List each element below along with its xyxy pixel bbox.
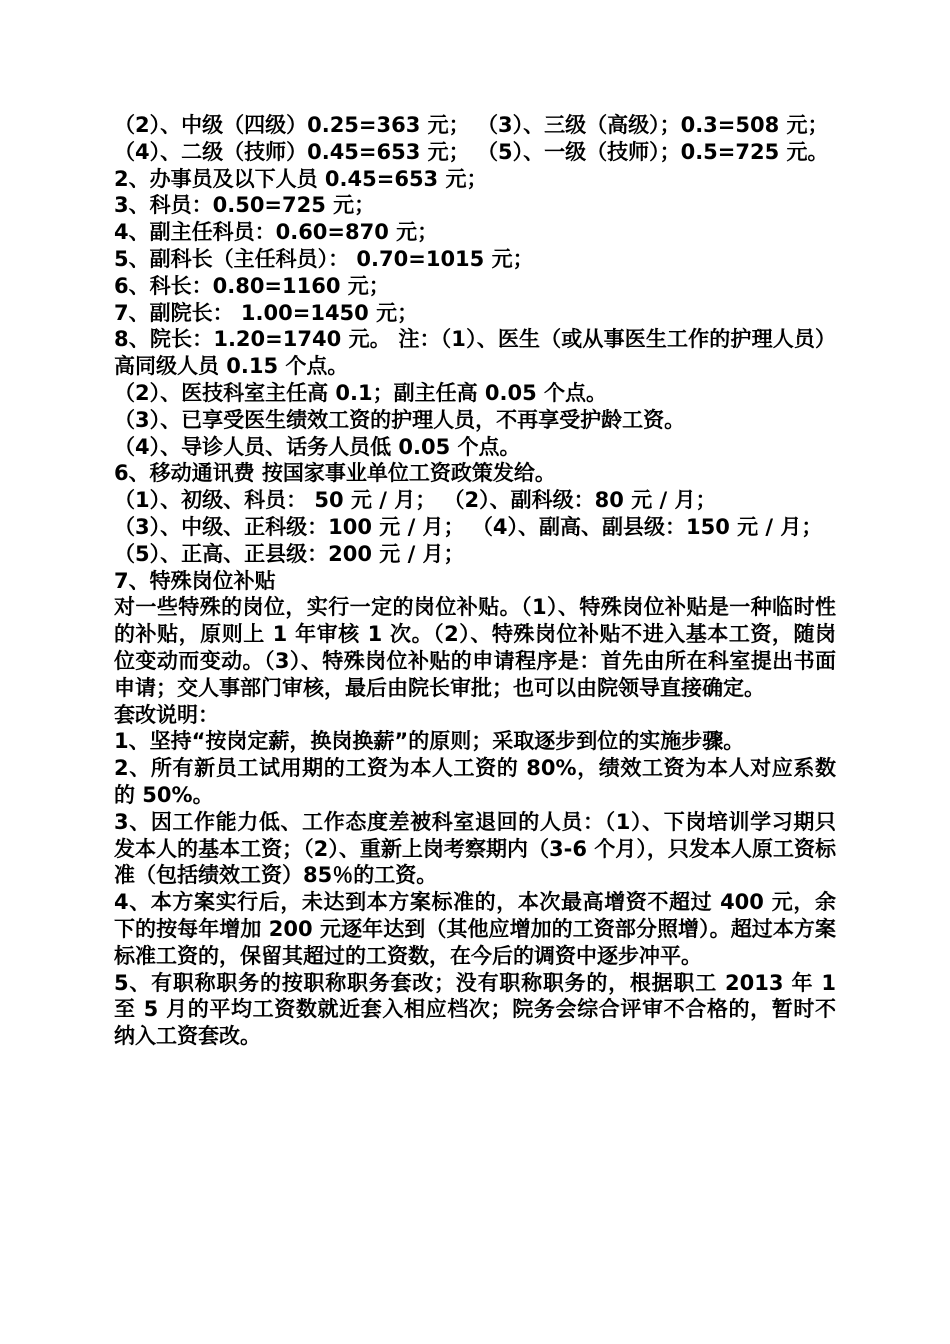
paragraph-reform-title: 套改说明：: [114, 702, 219, 727]
paragraph-reform-2: 2、所有新员工试用期的工资为本人工资的 80%，绩效工资为本人对应系数的 50%。: [114, 756, 836, 807]
paragraph-clerk: 2、办事员及以下人员 0.45=653 元；: [114, 166, 488, 191]
document-body: [114, 112, 836, 1050]
paragraph-note-2: （2）、医技科室主任高 0.1；副主任高 0.05 个点。: [114, 380, 608, 405]
paragraph-president-note: 8、院长：1.20=1740 元。 注：（1）、医生（或从事医生工作的护理人员）高同级人员 0.15 个点。: [114, 327, 836, 379]
paragraph-special-allowance-body: 对一些特殊的岗位，实行一定的岗位补贴。（1）、特殊岗位补贴是一种临时性的补贴，原则上 1 年审核 1 次。（2）、特殊岗位补贴不进入基本工资，随岗位变动而变动。（3）、特殊岗位补贴的申请程序是：首先由所在科室提出书面申请；交人事部门审核，最后由院长审批；也可以由院领导直接确定。: [114, 595, 836, 700]
paragraph-mobile-fee-1-2: （1）、初级、科员： 50 元 / 月； （2）、副科级：80 元 / 月；: [114, 488, 717, 513]
paragraph-reform-1: 1、坚持“按岗定薪，换岗换薪”的原则；采取逐步到位的实施步骤。: [114, 729, 745, 754]
paragraph-deputy-chief-staff: 4、副主任科员：0.60=870 元；: [114, 220, 439, 245]
paragraph-level-2-3: （2）、中级（四级）0.25=363 元； （3）、三级（高级）；0.3=508 元；: [114, 113, 829, 137]
paragraph-mobile-fee-5: （5）、正高、正县级：200 元 / 月；: [114, 541, 465, 566]
paragraph-vice-president: 7、副院长： 1.00=1450 元；: [114, 300, 419, 325]
paragraph-deputy-section-chief: 5、副科长（主任科员）： 0.70=1015 元；: [114, 246, 534, 271]
paragraph-staff-member: 3、科员：0.50=725 元；: [114, 193, 376, 218]
paragraph-note-4: （4）、导诊人员、话务人员低 0.05 个点。: [114, 434, 521, 459]
paragraph-mobile-fee-3-4: （3）、中级、正科级：100 元 / 月； （4）、副高、副县级：150 元 / 月；: [114, 514, 823, 539]
paragraph-section-chief: 6、科长：0.80=1160 元；: [114, 273, 390, 298]
paragraph-reform-5: 5、有职称职务的按职称职务套改；没有职称职务的，根据职工 2013 年 1 至 5 月的平均工资数就近套入相应档次；院务会综合评审不合格的，暂时不纳入工资套改。: [114, 970, 836, 1049]
paragraph-note-3: （3）、已享受医生绩效工资的护理人员，不再享受护龄工资。: [114, 407, 686, 432]
paragraph-reform-4: 4、本方案实行后，未达到本方案标准的，本次最高增资不超过 400 元，余下的按每年增加 200 元逐年达到（其他应增加的工资部分照增）。超过本方案标准工资的，保留其超过的工资数，在今后的调资中逐步冲平。: [114, 890, 836, 968]
paragraph-level-4-5: （4）、二级（技师）0.45=653 元； （5）、一级（技师）；0.5=725 元。: [114, 139, 829, 164]
paragraph-special-allowance-title: 7、特殊岗位补贴: [114, 568, 276, 593]
paragraph-mobile-fee: 6、移动通讯费 按国家事业单位工资政策发给。: [114, 461, 556, 486]
paragraph-reform-3: 3、因工作能力低、工作态度差被科室退回的人员：（1）、下岗培训学习期只发本人的基本工资；（2）、重新上岗考察期内（3-6 个月），只发本人原工资标准（包括绩效工资）85％的工资。: [114, 809, 836, 888]
